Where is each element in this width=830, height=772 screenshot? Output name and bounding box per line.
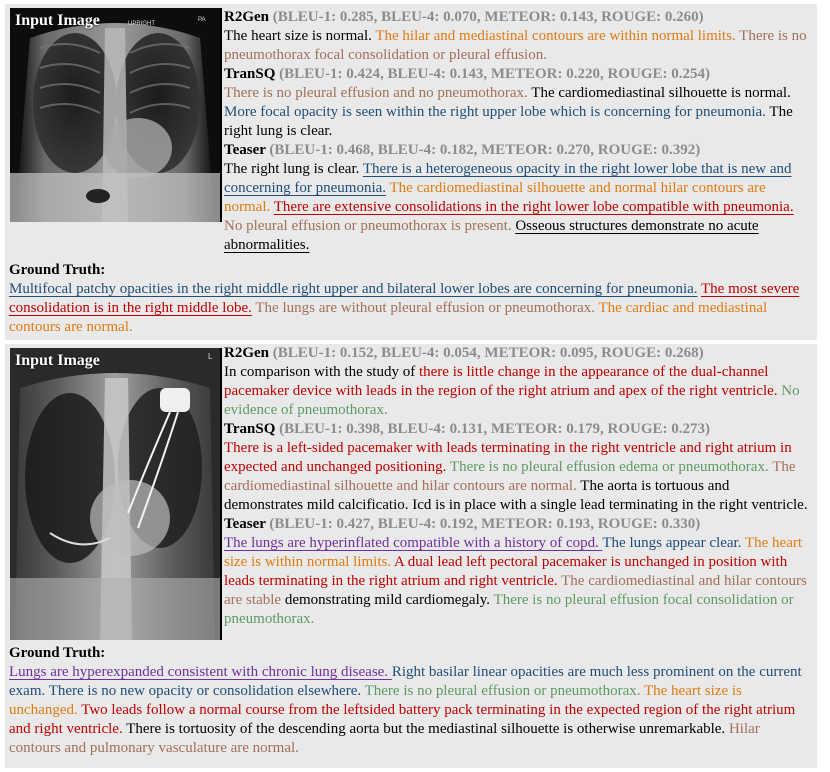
xray-marker-l: L	[208, 352, 213, 361]
report-text	[224, 364, 800, 418]
xray-marker-pa: PA	[198, 17, 206, 23]
model-block-r2gen	[224, 344, 811, 420]
sentence: The heart size is within normal limits.	[224, 535, 803, 570]
sentence: The right lung is clear.	[224, 161, 363, 177]
sentence: There is no pleural effusion and no pneumothorax.	[224, 85, 532, 101]
ground-truth-text	[9, 664, 802, 756]
sentence: The heart size is unchanged.	[9, 683, 742, 718]
model-metrics: (BLEU-1: 0.468, BLEU-4: 0.182, METEOR: 0.270, ROUGE: 0.392)	[265, 142, 701, 158]
sentence: There is no pleural effusion or pneumothorax.	[364, 683, 641, 699]
input-image-label: Input Image	[15, 352, 100, 369]
xray-marker-upright: UPRIGHT	[128, 21, 155, 27]
model-metrics: (BLEU-1: 0.152, BLEU-4: 0.054, METEOR: 0.095, ROUGE: 0.268)	[269, 345, 704, 361]
sentence: The heart size is normal.	[224, 28, 376, 44]
sentence: There is no pneumothorax focal consolidation or pleural effusion.	[224, 28, 807, 63]
model-name: Teaser	[224, 142, 266, 158]
sentence: The lungs appear clear.	[602, 535, 745, 551]
input-image-label: Input Image	[15, 12, 100, 29]
sentence: No evidence of pneumothorax.	[224, 383, 800, 418]
model-block-transq	[224, 65, 811, 141]
sentence: The cardiac and mediastinal contours are normal.	[9, 300, 768, 335]
sentence: There is no pleural effusion focal consolidation or pneumothorax.	[224, 592, 794, 627]
sentence: A dual lead left pectoral pacemaker is unchanged in position with leads terminating in the right atrium and right ventricle.	[224, 554, 788, 589]
sentence: The cardiomediastinal silhouette and normal hilar contours are normal.	[224, 180, 766, 215]
model-name: TranSQ	[224, 421, 276, 437]
sentence: There is tortuosity of the descending aorta but the mediastinal silhouette is otherwise unremarkable.	[126, 721, 729, 737]
sentence: The lungs are hyperinflated compatible with a history of copd.	[224, 535, 603, 551]
model-outputs-2	[224, 344, 811, 629]
sentence: The aorta is tortuous and demonstrates mild calcificatio. Icd is in place with a single lead terminating in the right ventricle.	[224, 478, 808, 513]
model-block-r2gen	[224, 8, 811, 65]
xray-graphic	[10, 348, 220, 640]
sentence: More focal opacity is seen within the right upper lobe which is concerning for pneumonia.	[224, 104, 770, 120]
model-block-teaser	[224, 515, 811, 629]
report-text	[224, 161, 794, 253]
sentence: The cardiomediastinal silhouette and hilar contours are normal.	[224, 459, 796, 494]
sentence: The cardiomediastinal silhouette is normal.	[531, 85, 791, 101]
sentence: there is little change in the appearance of the dual-channel pacemaker device with leads in the region of the right atrium and apex of the right ventricle.	[224, 364, 782, 399]
model-metrics: (BLEU-1: 0.398, BLEU-4: 0.131, METEOR: 0.179, ROUGE: 0.273)	[275, 421, 710, 437]
sentence: In comparison with the study of	[224, 364, 419, 380]
report-text	[224, 535, 807, 627]
sentence: No pleural effusion or pneumothorax is present.	[224, 218, 516, 234]
sentence: Multifocal patchy opacities in the right middle right upper and bilateral lower lobes are concerning for pneumonia.	[9, 281, 698, 297]
ground-truth-label: Ground Truth:	[9, 645, 106, 661]
model-metrics: (BLEU-1: 0.285, BLEU-4: 0.070, METEOR: 0.143, ROUGE: 0.260)	[269, 9, 704, 25]
model-block-transq	[224, 420, 811, 515]
model-name: R2Gen	[224, 345, 269, 361]
model-metrics: (BLEU-1: 0.427, BLEU-4: 0.192, METEOR: 0.193, ROUGE: 0.330)	[265, 516, 701, 532]
sentence: There are extensive consolidations in the right lower lobe compatible with pneumonia.	[273, 199, 794, 215]
sentence: The most severe consolidation is in the right middle lobe.	[9, 281, 800, 316]
sentence: The cardiomediastinal and hilar contours are stable	[224, 573, 807, 608]
ground-truth-text	[9, 281, 799, 335]
sentence: The right lung is clear.	[224, 104, 793, 139]
model-metrics: (BLEU-1: 0.424, BLEU-4: 0.143, METEOR: 0.220, ROUGE: 0.254)	[275, 66, 710, 82]
sentence: Hilar contours and pulmonary vasculature are normal.	[9, 721, 760, 756]
sentence: The lungs are without pleural effusion or pneumothorax.	[255, 300, 599, 316]
sentence: Two leads follow a normal course from the leftsided battery pack terminating in the expected region of the right atrium and right ventricle.	[9, 702, 796, 737]
model-outputs-1	[224, 8, 811, 255]
case-panel-2	[5, 344, 817, 768]
sentence: There is a heterogeneous opacity in the right lower lobe that is new and concerning for pneumonia.	[224, 161, 792, 196]
ground-truth-1	[9, 261, 811, 337]
sentence: There is no pleural effusion edema or pneumothorax.	[449, 459, 773, 475]
sentence: demonstrating mild cardiomegaly.	[284, 592, 494, 608]
ground-truth-2	[9, 644, 811, 758]
model-block-teaser	[224, 141, 811, 255]
report-text	[224, 85, 793, 139]
sentence: Osseous structures demonstrate no acute abnormalities.	[224, 218, 759, 253]
report-text	[224, 440, 808, 513]
report-text	[224, 28, 807, 63]
model-name: Teaser	[224, 516, 266, 532]
chest-xray-image-2	[10, 348, 222, 640]
sentence: There is a left-sided pacemaker with leads terminating in the right ventricle and right atrium in expected and unchanged positioning.	[224, 440, 792, 475]
sentence: Lungs are hyperexpanded consistent with chronic lung disease.	[9, 664, 392, 680]
ground-truth-label: Ground Truth:	[9, 262, 106, 278]
model-name: R2Gen	[224, 9, 269, 25]
case-panel-1	[5, 4, 817, 340]
xray-graphic	[10, 8, 220, 222]
sentence: The hilar and mediastinal contours are within normal limits.	[375, 28, 740, 44]
chest-xray-image-1	[10, 8, 222, 222]
model-name: TranSQ	[224, 66, 276, 82]
sentence: Right basilar linear opacities are much less prominent on the current exam. There is no new opacity or consolidation elsewhere.	[9, 664, 802, 699]
